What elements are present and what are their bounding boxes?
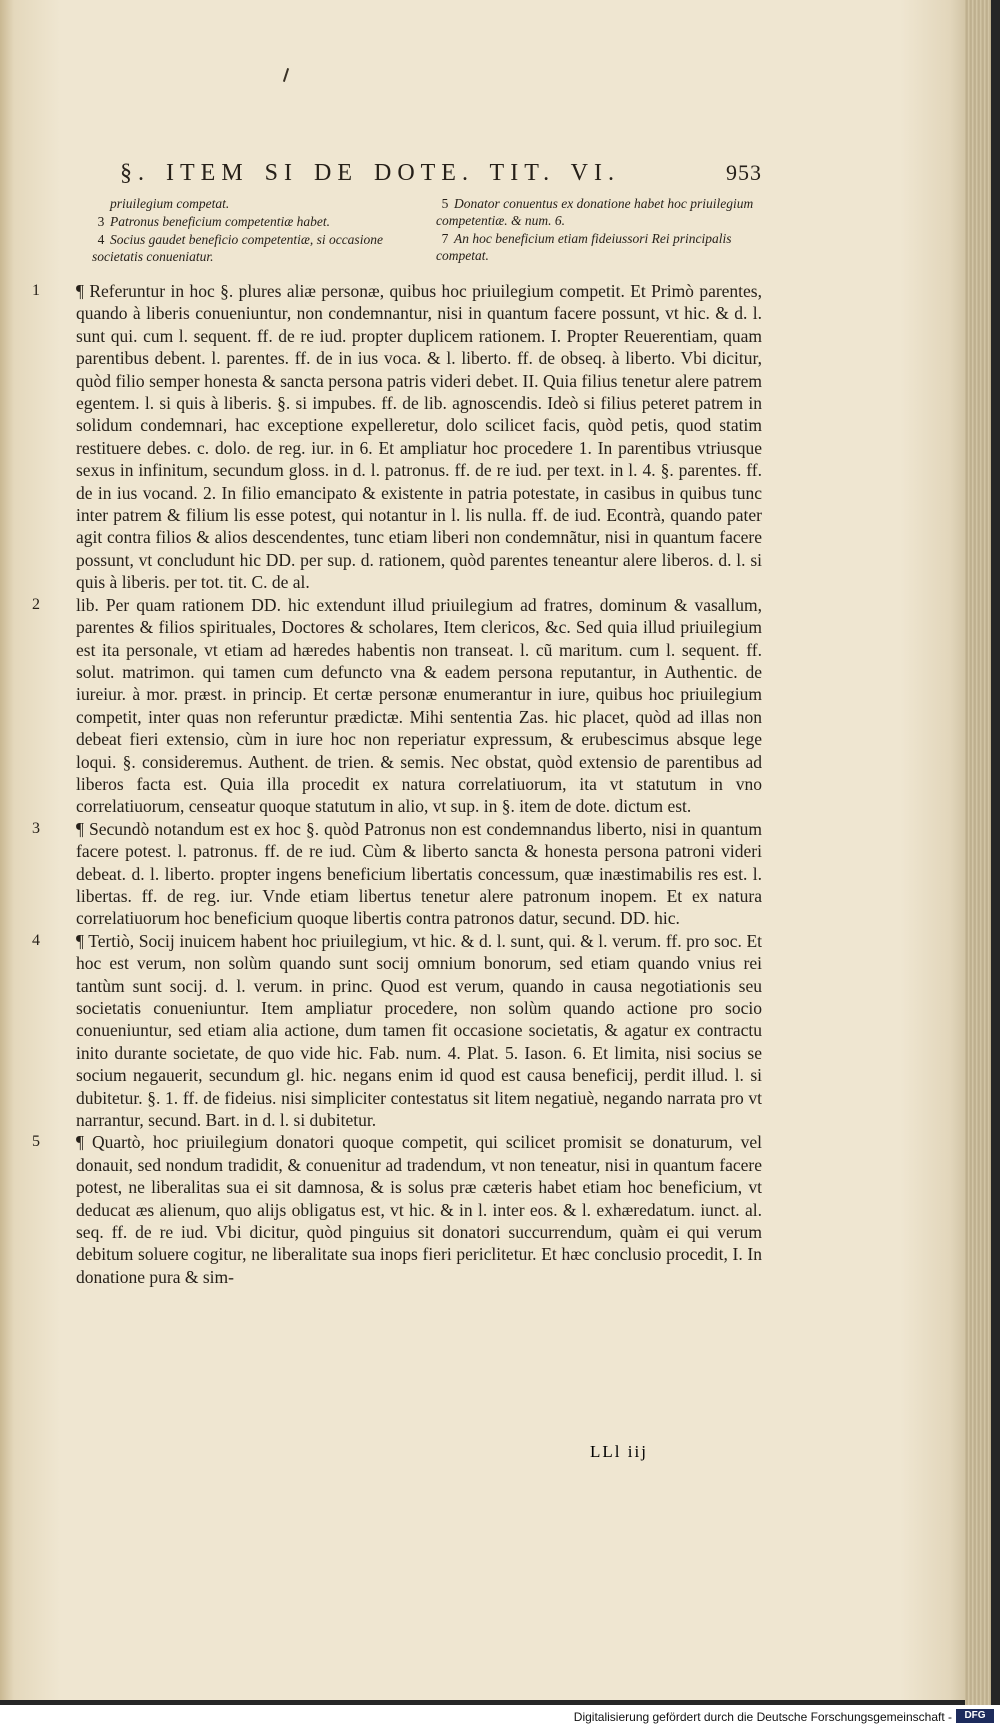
paragraph: 2 lib. Per quam rationem DD. hic extendunt illud priuilegium ad fratres, dominum & vasallum, parentes & filios spirituales, Doctores & scholares, Item clericos, &c. Sed quia illud priuilegium est ita personale, vt etiam ad hæredes habentis non transeat. l. cũ maritum. cum l. sequent. ff. solut. matrimon. qui tamen cum defuncto vna & eadem persona reputantur, in Authentic. de iureiur. à mor. præst. in princip. Et certæ personæ enumerantur in iure, quibus hoc priuilegium competit, inter quas non referuntur prædictæ. Mihi sententia Zas. hic placet, quòd ad illas non debeat fieri extensio, cùm in iure hoc non reperiatur expressum, & erubescimus absque lege loqui. §. consideremus. Authent. de trien. & semis. Nec obstat, quòd extensio de parentibus ad liberos facta est. Quia illa procedit ex natura correlatiuorum, ita vt statutum in vno correlatiuorum, censeatur quoque statutum in alio, vt sup. in §. item de dote. dictum est. bbox=[32, 594, 762, 817]
margin-number: 4 bbox=[32, 931, 40, 949]
summary-left-column bbox=[92, 195, 418, 266]
credit-text: Digitalisierung gefördert durch die Deutsche Forschungsgemeinschaft - bbox=[573, 1710, 952, 1724]
running-title: §. ITEM SI DE DOTE. TIT. VI. bbox=[120, 160, 620, 186]
margin-number: 5 bbox=[32, 1133, 40, 1151]
page-number: 953 bbox=[726, 160, 762, 185]
summary-item: 5 Donator conuentus ex donatione habet hoc priuilegium competentiæ. & num. 6. bbox=[436, 196, 754, 228]
summary-item: priuilegium competat. bbox=[110, 196, 230, 211]
pen-stroke-mark bbox=[283, 68, 289, 82]
credit-bar bbox=[0, 1705, 1000, 1728]
running-header bbox=[120, 160, 762, 187]
paragraph: 4 ¶ Tertiò, Socij inuicem habent hoc priuilegium, vt hic. & d. l. sunt, qui. & l. verum. ff. pro soc. Et hoc est verum, non solùm quando sunt socij omnium bonorum, sed etiam quando vnius rei tantùm sunt socij. d. l. verum. in princ. Quod est verum, quando in causa negotiationis seu societatis conueniuntur. Item ampliatur procedere, non solùm quando actione pro socio conueniuntur, sed etiam alia actione, dum tamen fit occasione societatis, & agatur ex contractu inito durante societate, de quo vide hic. Fab. num. 4. Plat. 5. Iason. 6. Et limita, nisi socius se socium negauerit, secundum gl. hic. negans enim id quod est causa beneficij, perdit illud. l. si dubitetur. §. 1. ff. de fideius. nisi simpliciter contestatus sit litem negatiuè, negando narrata pro vt narrantur, secund. Bart. in d. l. si dubitetur. bbox=[32, 930, 762, 1131]
page-edge bbox=[965, 0, 991, 1705]
paragraph: 3 ¶ Secundò notandum est ex hoc §. quòd Patronus non est condemnandus liberto, nisi in quantum facere potest. l. patronus. ff. de re iud. Cùm & liberto sancta & honesta persona patroni videri debeat. d. l. liberto. propter ingens beneficium libertatis concessum, quæ inæstimabilis res est. l. libertas. ff. de reg. iur. Vnde etiam libertus tenetur alere patronum inopem. Et ex natura correlatiuorum hoc beneficium quoque libertis contra patronos datur, secund. DD. hic. bbox=[32, 818, 762, 929]
summary-index bbox=[92, 195, 762, 266]
body-text bbox=[32, 280, 762, 1288]
summary-item: 4 Socius gaudet beneficio competentiæ, si occasione societatis conueniatur. bbox=[92, 232, 383, 264]
margin-number: 1 bbox=[32, 282, 40, 299]
dfg-logo: DFG bbox=[956, 1709, 994, 1723]
summary-right-column bbox=[436, 195, 762, 266]
paragraph: 5 ¶ Quartò, hoc priuilegium donatori quoque competit, qui scilicet promisit se donaturum, vel donauit, sed nondum tradidit, & conuenitur ad tradendum, vt non teneatur, nisi in quantum facere potest, ne liberalitas sua ei sit damnosa, & is solus præ cæteris habet etiam hoc beneficium, vt deducat æs alienum, quo alijs obligatus est, vt hic. & in l. inter eos. & l. exhæredatum. iunct. al. seq. ff. de re iud. Vbi dicitur, quòd pinguius sit donatori succurrendum, quàm ei qui verum debitum soluere cogitur, ne liberalitate sua inops fieri periclitetur. Et hæc conclusio procedit, I. In donatione pura & sim- bbox=[32, 1132, 762, 1287]
page-content bbox=[32, 160, 762, 1288]
paragraph: 1 ¶ Referuntur in hoc §. plures aliæ personæ, quibus hoc priuilegium competit. Et Primò parentes, quando à liberis conueniuntur, non condemnantur, nisi in quantum facere possunt, vt hic. & d. l. sunt qui. cum l. sequent. ff. de re iud. propter duplicem rationem. I. Propter Reuerentiam, quam parentibus debent. l. parentes. ff. de in ius voca. & l. liberto. ff. de obseq. à liberto. Vbi dicitur, quòd filio semper honesta & sancta persona patris videri debet. II. Quia filius tenetur alere patrem egentem. l. si quis à liberis. §. si impubes. ff. de lib. agnoscendis. Ideò si filius peteret patrem in solidum condemnari, hac exceptione expelleretur, dolo scilicet facis, quòd petis, quod statim restituere debes. c. dolo. de reg. iur. in 6. Et ampliatur hoc procedere 1. In parentibus vtriusque sexus in infinitum, secundum gloss. in d. l. patronus. ff. de re iud. per text. in l. 4. §. parentes. ff. de in ius vocand. 2. In filio emancipato & existente in patria potestate, in casibus in quibus tunc inter patrem & filium lis esse potest, qui notantur in l. lis nulla. ff. de iud. Econtrà, quando pater agit contra filios & alios descendentes, tunc etiam liberi non condemnãtur, nisi in quantum facere possunt, vt concludunt hic DD. per sup. d. rationem, quòd parentes teneantur alere liberos. d. l. si quis à liberis. per tot. tit. C. de al. bbox=[32, 281, 762, 593]
summary-item: 7 An hoc beneficium etiam fideiussori Rei principalis competat. bbox=[436, 231, 732, 263]
margin-number: 2 bbox=[32, 595, 40, 613]
summary-item: 3 Patronus beneficium competentiæ habet. bbox=[97, 214, 330, 229]
signature-mark: LLl iij bbox=[590, 1442, 648, 1461]
margin-number: 3 bbox=[32, 819, 40, 837]
